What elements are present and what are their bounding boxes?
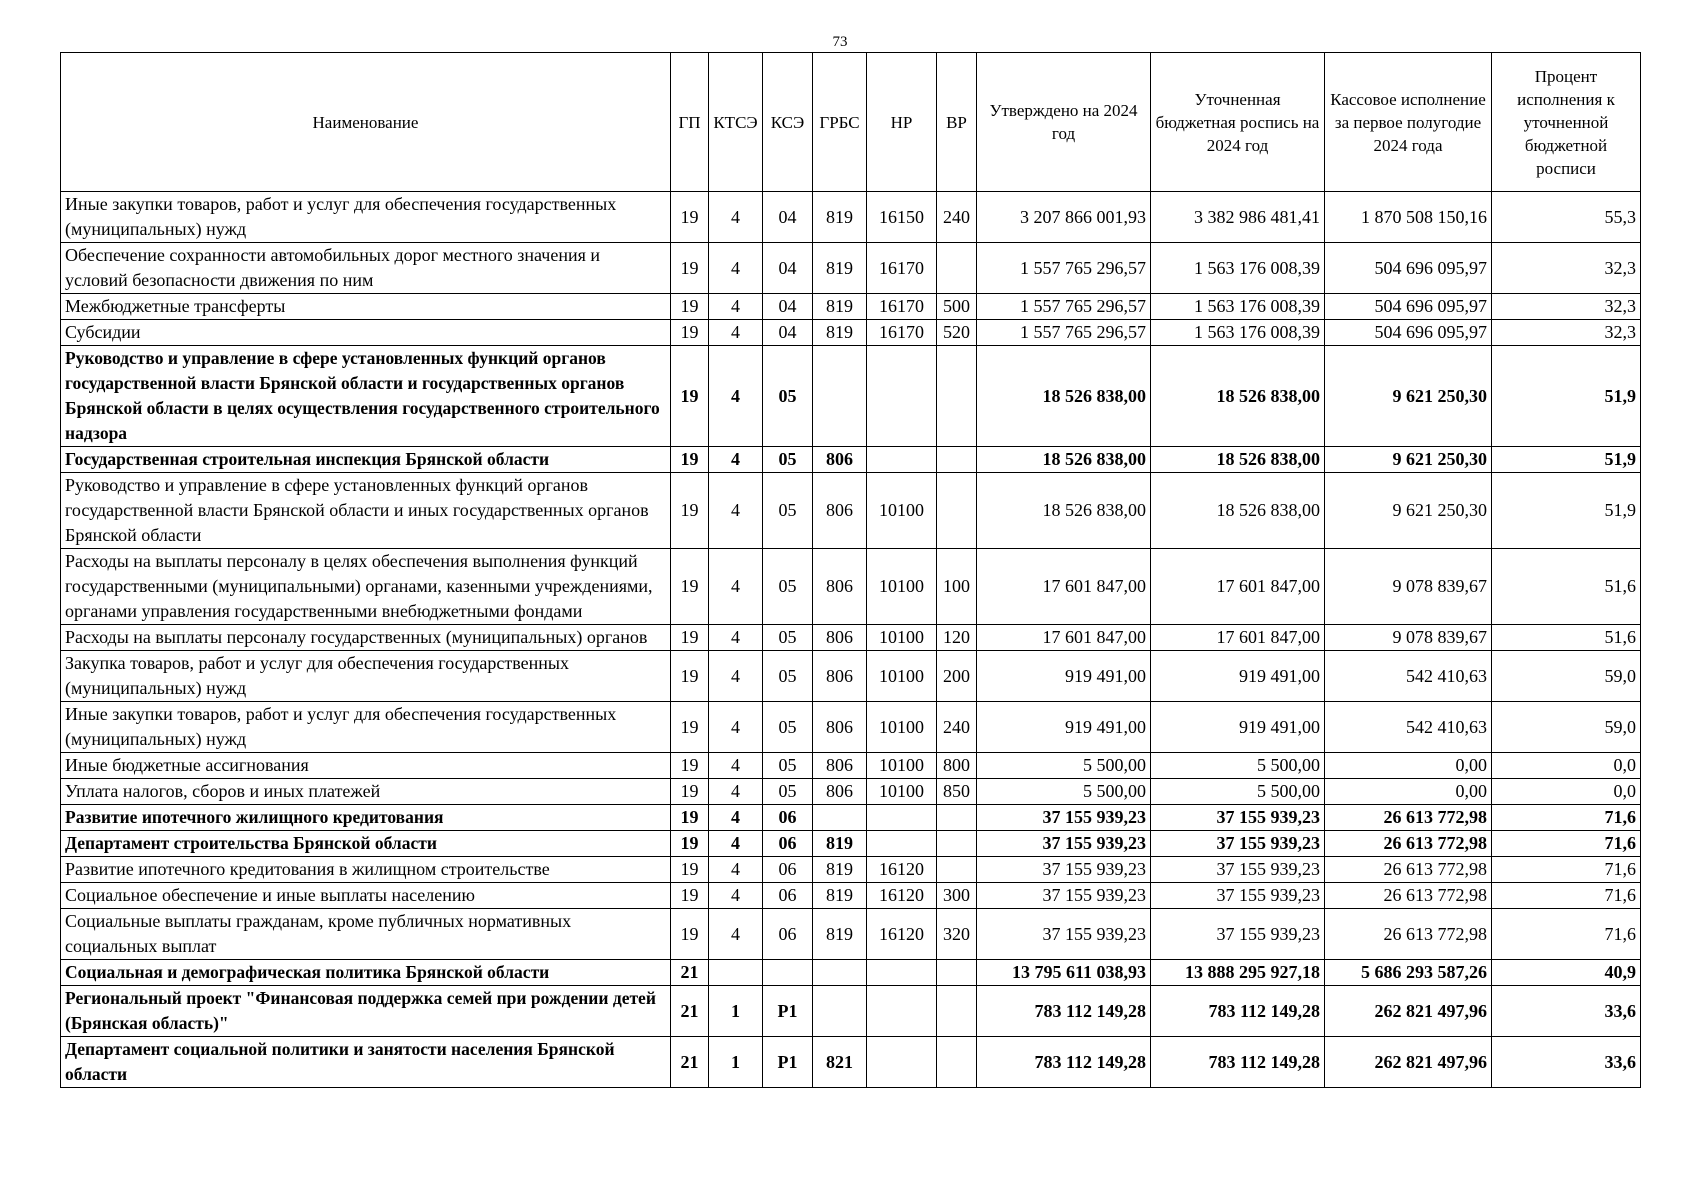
cell-percent: 51,9	[1492, 346, 1641, 447]
cell-refined: 783 112 149,28	[1151, 986, 1325, 1037]
table-row	[61, 651, 1641, 702]
cell-approved: 17 601 847,00	[977, 625, 1151, 651]
cell-np	[867, 1037, 937, 1088]
cell-vr	[937, 473, 977, 549]
cell-np: 16120	[867, 857, 937, 883]
cell-cash: 9 621 250,30	[1325, 346, 1492, 447]
cell-ktse: 4	[709, 909, 763, 960]
cell-ktse: 4	[709, 883, 763, 909]
cell-refined: 919 491,00	[1151, 651, 1325, 702]
cell-approved: 37 155 939,23	[977, 909, 1151, 960]
cell-vr: 120	[937, 625, 977, 651]
cell-cash: 504 696 095,97	[1325, 320, 1492, 346]
cell-grbs: 806	[813, 473, 867, 549]
cell-vr	[937, 857, 977, 883]
cell-grbs: 819	[813, 909, 867, 960]
cell-np: 16120	[867, 909, 937, 960]
cell-np	[867, 346, 937, 447]
table-row	[61, 857, 1641, 883]
cell-np: 10100	[867, 702, 937, 753]
cell-refined: 17 601 847,00	[1151, 549, 1325, 625]
cell-percent: 51,6	[1492, 625, 1641, 651]
cell-kse: 05	[763, 473, 813, 549]
cell-kse: 06	[763, 805, 813, 831]
cell-refined: 5 500,00	[1151, 779, 1325, 805]
cell-kse: 05	[763, 753, 813, 779]
cell-ktse: 4	[709, 320, 763, 346]
cell-percent: 59,0	[1492, 702, 1641, 753]
table-body	[61, 192, 1641, 1088]
cell-percent: 71,6	[1492, 883, 1641, 909]
cell-grbs: 821	[813, 1037, 867, 1088]
cell-gp: 19	[671, 549, 709, 625]
cell-percent: 51,6	[1492, 549, 1641, 625]
cell-ktse: 4	[709, 243, 763, 294]
table-row	[61, 883, 1641, 909]
cell-cash: 262 821 497,96	[1325, 986, 1492, 1037]
cell-grbs: 806	[813, 447, 867, 473]
cell-grbs: 806	[813, 625, 867, 651]
cell-kse: 04	[763, 192, 813, 243]
cell-grbs: 819	[813, 294, 867, 320]
cell-cash: 262 821 497,96	[1325, 1037, 1492, 1088]
cell-vr: 100	[937, 549, 977, 625]
cell-gp: 21	[671, 960, 709, 986]
cell-refined: 37 155 939,23	[1151, 857, 1325, 883]
cell-approved: 37 155 939,23	[977, 883, 1151, 909]
cell-name: Расходы на выплаты персоналу государственных (муниципальных) органов	[61, 625, 671, 651]
cell-grbs: 819	[813, 320, 867, 346]
cell-cash: 542 410,63	[1325, 702, 1492, 753]
cell-grbs	[813, 986, 867, 1037]
cell-np: 16120	[867, 883, 937, 909]
cell-name: Руководство и управление в сфере установленных функций органов государственной власти Брянской области и государственных органов Брянской области в целях осуществления государственного строительного надзора	[61, 346, 671, 447]
cell-gp: 19	[671, 346, 709, 447]
cell-refined: 1 563 176 008,39	[1151, 294, 1325, 320]
cell-grbs	[813, 346, 867, 447]
cell-refined: 37 155 939,23	[1151, 831, 1325, 857]
cell-ktse	[709, 960, 763, 986]
cell-vr: 800	[937, 753, 977, 779]
cell-gp: 19	[671, 753, 709, 779]
cell-ktse: 4	[709, 831, 763, 857]
cell-name: Департамент социальной политики и занятости населения Брянской области	[61, 1037, 671, 1088]
cell-gp: 19	[671, 243, 709, 294]
cell-vr	[937, 447, 977, 473]
cell-vr	[937, 831, 977, 857]
cell-kse: 05	[763, 779, 813, 805]
cell-cash: 504 696 095,97	[1325, 294, 1492, 320]
cell-grbs: 806	[813, 779, 867, 805]
cell-refined: 37 155 939,23	[1151, 805, 1325, 831]
cell-vr	[937, 960, 977, 986]
cell-percent: 71,6	[1492, 857, 1641, 883]
cell-percent: 40,9	[1492, 960, 1641, 986]
table-row	[61, 447, 1641, 473]
cell-kse: 05	[763, 625, 813, 651]
cell-approved: 783 112 149,28	[977, 986, 1151, 1037]
cell-np	[867, 986, 937, 1037]
cell-cash: 26 613 772,98	[1325, 909, 1492, 960]
cell-percent: 32,3	[1492, 243, 1641, 294]
cell-approved: 3 207 866 001,93	[977, 192, 1151, 243]
cell-grbs	[813, 805, 867, 831]
cell-gp: 19	[671, 294, 709, 320]
cell-np	[867, 805, 937, 831]
cell-approved: 1 557 765 296,57	[977, 320, 1151, 346]
table-row	[61, 473, 1641, 549]
cell-cash: 0,00	[1325, 753, 1492, 779]
cell-gp: 19	[671, 625, 709, 651]
cell-kse: 05	[763, 549, 813, 625]
cell-percent: 0,0	[1492, 753, 1641, 779]
cell-cash: 9 621 250,30	[1325, 473, 1492, 549]
cell-percent: 32,3	[1492, 294, 1641, 320]
cell-kse: P1	[763, 1037, 813, 1088]
cell-refined: 37 155 939,23	[1151, 883, 1325, 909]
cell-vr: 240	[937, 702, 977, 753]
cell-name: Иные закупки товаров, работ и услуг для обеспечения государственных (муниципальных) нужд	[61, 702, 671, 753]
cell-kse: 04	[763, 320, 813, 346]
cell-refined: 5 500,00	[1151, 753, 1325, 779]
cell-vr: 320	[937, 909, 977, 960]
cell-approved: 1 557 765 296,57	[977, 243, 1151, 294]
cell-approved: 37 155 939,23	[977, 831, 1151, 857]
cell-approved: 18 526 838,00	[977, 346, 1151, 447]
cell-grbs: 806	[813, 651, 867, 702]
cell-ktse: 4	[709, 192, 763, 243]
cell-gp: 19	[671, 831, 709, 857]
cell-refined: 919 491,00	[1151, 702, 1325, 753]
cell-vr: 500	[937, 294, 977, 320]
cell-np: 10100	[867, 473, 937, 549]
cell-gp: 21	[671, 986, 709, 1037]
cell-cash: 26 613 772,98	[1325, 883, 1492, 909]
header-approved: Утверждено на 2024 год	[977, 53, 1151, 192]
header-ktse: КТСЭ	[709, 53, 763, 192]
cell-refined: 18 526 838,00	[1151, 473, 1325, 549]
header-name: Наименование	[61, 53, 671, 192]
cell-vr: 520	[937, 320, 977, 346]
cell-name: Социальное обеспечение и иные выплаты населению	[61, 883, 671, 909]
cell-percent: 51,9	[1492, 473, 1641, 549]
cell-refined: 783 112 149,28	[1151, 1037, 1325, 1088]
cell-refined: 13 888 295 927,18	[1151, 960, 1325, 986]
cell-refined: 1 563 176 008,39	[1151, 320, 1325, 346]
budget-table	[60, 52, 1641, 1088]
cell-cash: 9 078 839,67	[1325, 625, 1492, 651]
cell-percent: 71,6	[1492, 831, 1641, 857]
cell-cash: 1 870 508 150,16	[1325, 192, 1492, 243]
cell-ktse: 4	[709, 625, 763, 651]
header-gp: ГП	[671, 53, 709, 192]
cell-cash: 0,00	[1325, 779, 1492, 805]
cell-np: 10100	[867, 549, 937, 625]
cell-refined: 3 382 986 481,41	[1151, 192, 1325, 243]
cell-refined: 18 526 838,00	[1151, 447, 1325, 473]
cell-np: 10100	[867, 779, 937, 805]
cell-name: Иные бюджетные ассигнования	[61, 753, 671, 779]
header-percent: Процент исполнения к уточненной бюджетной росписи	[1492, 53, 1641, 192]
cell-cash: 26 613 772,98	[1325, 857, 1492, 883]
cell-name: Региональный проект "Финансовая поддержка семей при рождении детей (Брянская область)"	[61, 986, 671, 1037]
cell-refined: 37 155 939,23	[1151, 909, 1325, 960]
cell-ktse: 4	[709, 294, 763, 320]
cell-gp: 19	[671, 473, 709, 549]
cell-kse: 06	[763, 883, 813, 909]
cell-name: Развитие ипотечного жилищного кредитования	[61, 805, 671, 831]
cell-refined: 1 563 176 008,39	[1151, 243, 1325, 294]
cell-cash: 542 410,63	[1325, 651, 1492, 702]
cell-percent: 71,6	[1492, 805, 1641, 831]
cell-name: Обеспечение сохранности автомобильных дорог местного значения и условий безопасности движения по ним	[61, 243, 671, 294]
cell-kse: 04	[763, 294, 813, 320]
cell-approved: 919 491,00	[977, 651, 1151, 702]
table-header	[61, 53, 1641, 192]
cell-ktse: 4	[709, 473, 763, 549]
cell-name: Социальная и демографическая политика Брянской области	[61, 960, 671, 986]
cell-gp: 19	[671, 779, 709, 805]
cell-grbs: 819	[813, 883, 867, 909]
cell-np: 16170	[867, 320, 937, 346]
cell-ktse: 4	[709, 857, 763, 883]
cell-cash: 26 613 772,98	[1325, 831, 1492, 857]
cell-percent: 0,0	[1492, 779, 1641, 805]
cell-kse: 05	[763, 651, 813, 702]
cell-kse	[763, 960, 813, 986]
cell-name: Департамент строительства Брянской области	[61, 831, 671, 857]
cell-approved: 1 557 765 296,57	[977, 294, 1151, 320]
cell-ktse: 1	[709, 1037, 763, 1088]
cell-kse: 06	[763, 909, 813, 960]
table-row	[61, 346, 1641, 447]
cell-gp: 19	[671, 447, 709, 473]
cell-percent: 33,6	[1492, 1037, 1641, 1088]
table-row	[61, 831, 1641, 857]
cell-np: 10100	[867, 753, 937, 779]
cell-percent: 55,3	[1492, 192, 1641, 243]
cell-gp: 19	[671, 857, 709, 883]
cell-name: Развитие ипотечного кредитования в жилищном строительстве	[61, 857, 671, 883]
cell-kse: 05	[763, 447, 813, 473]
cell-refined: 18 526 838,00	[1151, 346, 1325, 447]
cell-ktse: 1	[709, 986, 763, 1037]
cell-gp: 19	[671, 805, 709, 831]
cell-percent: 71,6	[1492, 909, 1641, 960]
cell-vr	[937, 805, 977, 831]
cell-np	[867, 447, 937, 473]
cell-vr	[937, 1037, 977, 1088]
cell-approved: 5 500,00	[977, 779, 1151, 805]
cell-vr: 240	[937, 192, 977, 243]
cell-gp: 21	[671, 1037, 709, 1088]
cell-gp: 19	[671, 192, 709, 243]
table-row	[61, 702, 1641, 753]
header-refined: Уточненная бюджетная роспись на 2024 год	[1151, 53, 1325, 192]
cell-kse: 06	[763, 857, 813, 883]
cell-name: Руководство и управление в сфере установленных функций органов государственной власти Брянской области и иных государственных органов Брянской области	[61, 473, 671, 549]
cell-name: Социальные выплаты гражданам, кроме публичных нормативных социальных выплат	[61, 909, 671, 960]
table-row	[61, 986, 1641, 1037]
cell-percent: 59,0	[1492, 651, 1641, 702]
cell-vr	[937, 986, 977, 1037]
cell-ktse: 4	[709, 447, 763, 473]
cell-approved: 18 526 838,00	[977, 473, 1151, 549]
cell-np: 16170	[867, 243, 937, 294]
cell-cash: 504 696 095,97	[1325, 243, 1492, 294]
cell-kse: 04	[763, 243, 813, 294]
table-row	[61, 549, 1641, 625]
cell-ktse: 4	[709, 753, 763, 779]
cell-kse: 05	[763, 702, 813, 753]
cell-grbs: 806	[813, 753, 867, 779]
cell-np: 10100	[867, 625, 937, 651]
table-row	[61, 625, 1641, 651]
cell-np: 10100	[867, 651, 937, 702]
cell-name: Межбюджетные трансферты	[61, 294, 671, 320]
cell-cash: 5 686 293 587,26	[1325, 960, 1492, 986]
page-number: 73	[832, 34, 848, 50]
cell-np	[867, 960, 937, 986]
cell-gp: 19	[671, 651, 709, 702]
cell-kse: P1	[763, 986, 813, 1037]
cell-name: Расходы на выплаты персоналу в целях обеспечения выполнения функций государственными (муниципальными) органами, казенными учреждениями, органами управления государственными внебюджетными фондами	[61, 549, 671, 625]
table-row	[61, 960, 1641, 986]
cell-name: Закупка товаров, работ и услуг для обеспечения государственных (муниципальных) нужд	[61, 651, 671, 702]
cell-name: Субсидии	[61, 320, 671, 346]
header-grbs: ГРБС	[813, 53, 867, 192]
cell-name: Иные закупки товаров, работ и услуг для обеспечения государственных (муниципальных) нужд	[61, 192, 671, 243]
cell-vr: 850	[937, 779, 977, 805]
cell-kse: 06	[763, 831, 813, 857]
cell-ktse: 4	[709, 779, 763, 805]
cell-gp: 19	[671, 702, 709, 753]
table-row	[61, 294, 1641, 320]
cell-percent: 32,3	[1492, 320, 1641, 346]
header-vr: ВР	[937, 53, 977, 192]
cell-grbs: 819	[813, 831, 867, 857]
cell-percent: 51,9	[1492, 447, 1641, 473]
cell-grbs: 819	[813, 243, 867, 294]
cell-grbs: 806	[813, 549, 867, 625]
cell-ktse: 4	[709, 549, 763, 625]
cell-gp: 19	[671, 883, 709, 909]
cell-grbs	[813, 960, 867, 986]
table-row	[61, 805, 1641, 831]
table-row	[61, 192, 1641, 243]
cell-np: 16170	[867, 294, 937, 320]
cell-name: Уплата налогов, сборов и иных платежей	[61, 779, 671, 805]
cell-np	[867, 831, 937, 857]
cell-ktse: 4	[709, 651, 763, 702]
header-kse: КСЭ	[763, 53, 813, 192]
table-row	[61, 779, 1641, 805]
cell-vr: 200	[937, 651, 977, 702]
table-row	[61, 320, 1641, 346]
cell-ktse: 4	[709, 702, 763, 753]
cell-np: 16150	[867, 192, 937, 243]
cell-refined: 17 601 847,00	[1151, 625, 1325, 651]
cell-kse: 05	[763, 346, 813, 447]
cell-cash: 9 621 250,30	[1325, 447, 1492, 473]
cell-approved: 5 500,00	[977, 753, 1151, 779]
table-row	[61, 753, 1641, 779]
cell-ktse: 4	[709, 805, 763, 831]
table-row	[61, 1037, 1641, 1088]
cell-percent: 33,6	[1492, 986, 1641, 1037]
table-row	[61, 243, 1641, 294]
cell-approved: 37 155 939,23	[977, 805, 1151, 831]
cell-approved: 18 526 838,00	[977, 447, 1151, 473]
header-np: НР	[867, 53, 937, 192]
cell-vr: 300	[937, 883, 977, 909]
cell-name: Государственная строительная инспекция Брянской области	[61, 447, 671, 473]
cell-approved: 37 155 939,23	[977, 857, 1151, 883]
cell-vr	[937, 346, 977, 447]
cell-cash: 9 078 839,67	[1325, 549, 1492, 625]
cell-approved: 919 491,00	[977, 702, 1151, 753]
table-row	[61, 909, 1641, 960]
cell-cash: 26 613 772,98	[1325, 805, 1492, 831]
cell-vr	[937, 243, 977, 294]
cell-approved: 783 112 149,28	[977, 1037, 1151, 1088]
cell-gp: 19	[671, 909, 709, 960]
cell-grbs: 806	[813, 702, 867, 753]
cell-approved: 13 795 611 038,93	[977, 960, 1151, 986]
cell-gp: 19	[671, 320, 709, 346]
cell-ktse: 4	[709, 346, 763, 447]
cell-approved: 17 601 847,00	[977, 549, 1151, 625]
header-cash: Кассовое исполнение за первое полугодие 2024 года	[1325, 53, 1492, 192]
cell-grbs: 819	[813, 857, 867, 883]
cell-grbs: 819	[813, 192, 867, 243]
